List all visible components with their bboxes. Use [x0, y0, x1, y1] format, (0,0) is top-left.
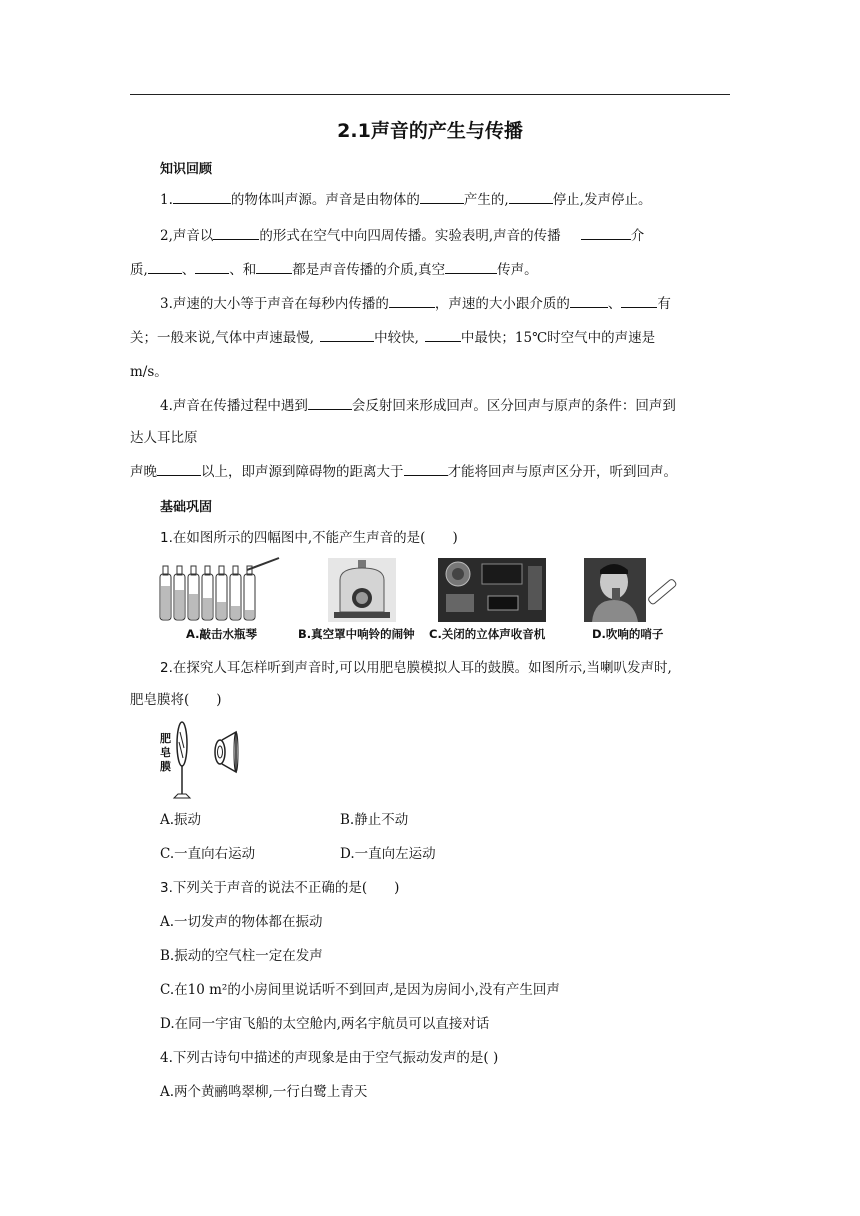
stereo-radio-image — [438, 558, 546, 622]
caption-a: A.敲击水瓶琴 — [186, 627, 257, 641]
q2-option-b: B.静止不动 — [340, 812, 409, 828]
blank — [425, 328, 461, 342]
bell-jar-alarm-clock-image — [328, 558, 396, 622]
blank — [195, 260, 229, 274]
review-q4-line2: 达人耳比原 — [130, 430, 198, 446]
blank — [621, 294, 657, 308]
soap-film-speaker-diagram — [172, 718, 242, 802]
basic-q2-line1: 2.在探究人耳怎样听到声音时,可以用肥皂膜模拟人耳的鼓膜。如图所示,当喇叭发声时, — [160, 660, 672, 676]
q3-option-d: D.在同一宇宙飞船的太空舱内,两名宇航员可以直接对话 — [160, 1016, 490, 1032]
basic-q3-stem: 3.下列关于声音的说法不正确的是( ) — [160, 880, 400, 896]
blank — [256, 260, 292, 274]
soap-film-label: 肥皂膜 — [160, 732, 171, 773]
blank — [173, 190, 231, 204]
blank — [570, 294, 608, 308]
caption-b: B.真空罩中响铃的闹钟 — [298, 627, 415, 641]
whistle-boy-image — [584, 558, 684, 622]
q3-option-c: C.在10 m²的小房间里说话听不到回声,是因为房间小,没有产生回声 — [160, 982, 560, 998]
section-basic-heading: 基础巩固 — [160, 500, 213, 515]
q2-option-c: C.一直向右运动 — [160, 846, 256, 862]
blank — [445, 260, 497, 274]
blank — [320, 328, 374, 342]
caption-d: D.吹响的哨子 — [592, 627, 664, 641]
blank — [213, 226, 259, 240]
blank — [404, 462, 448, 476]
review-q4-line1: 4.声音在传播过程中遇到 会反射回来形成回声。区分回声与原声的条件：回声到 — [160, 398, 676, 414]
q3-option-b: B.振动的空气柱一定在发声 — [160, 948, 323, 964]
section-review-heading: 知识回顾 — [160, 162, 213, 177]
blank — [581, 226, 631, 240]
blank — [389, 294, 435, 308]
q2-option-a: A.振动 — [160, 812, 202, 828]
blank — [157, 462, 201, 476]
water-bottle-xylophone-image — [157, 556, 281, 624]
blank — [509, 190, 553, 204]
review-q3-line3: m/s。 — [130, 364, 168, 380]
blank — [148, 260, 182, 274]
basic-q1-stem: 1.在如图所示的四幅图中,不能产生声音的是( ) — [160, 530, 458, 546]
page-title: 2.1声音的产生与传播 — [337, 120, 523, 142]
review-q2-line2: 质, 、 、和 都是声音传播的介质,真空 传声。 — [130, 262, 538, 278]
q4-option-a: A.两个黄鹂鸣翠柳,一行白鹭上青天 — [160, 1084, 368, 1100]
basic-q2-line2: 肥皂膜将( ) — [130, 692, 222, 708]
basic-q4-stem: 4.下列古诗句中描述的声现象是由于空气振动发声的是( ) — [160, 1050, 499, 1066]
blank — [420, 190, 464, 204]
q2-option-d: D.一直向左运动 — [340, 846, 436, 862]
review-q3-line1: 3.声速的大小等于声音在每秒内传播的 ，声速的大小跟介质的 、 有 — [160, 296, 671, 312]
q3-option-a: A.一切发声的物体都在振动 — [160, 914, 323, 930]
review-q4-line3: 声晚 以上，即声源到障碍物的距离大于 才能将回声与原声区分开，听到回声。 — [130, 464, 677, 480]
review-q1: 1. 的物体叫声源。声音是由物体的 产生的, 停止,发声停止。 — [160, 192, 652, 208]
review-q3-line2: 关；一般来说,气体中声速最慢, 中较快, 中最快；15℃时空气中的声速是 — [130, 330, 656, 346]
top-rule — [130, 94, 730, 95]
review-q2-line1: 2,声音以 的形式在空气中向四周传播。实验表明,声音的传播 介 — [160, 228, 645, 244]
caption-c: C.关闭的立体声收音机 — [429, 627, 546, 641]
blank — [308, 396, 352, 410]
